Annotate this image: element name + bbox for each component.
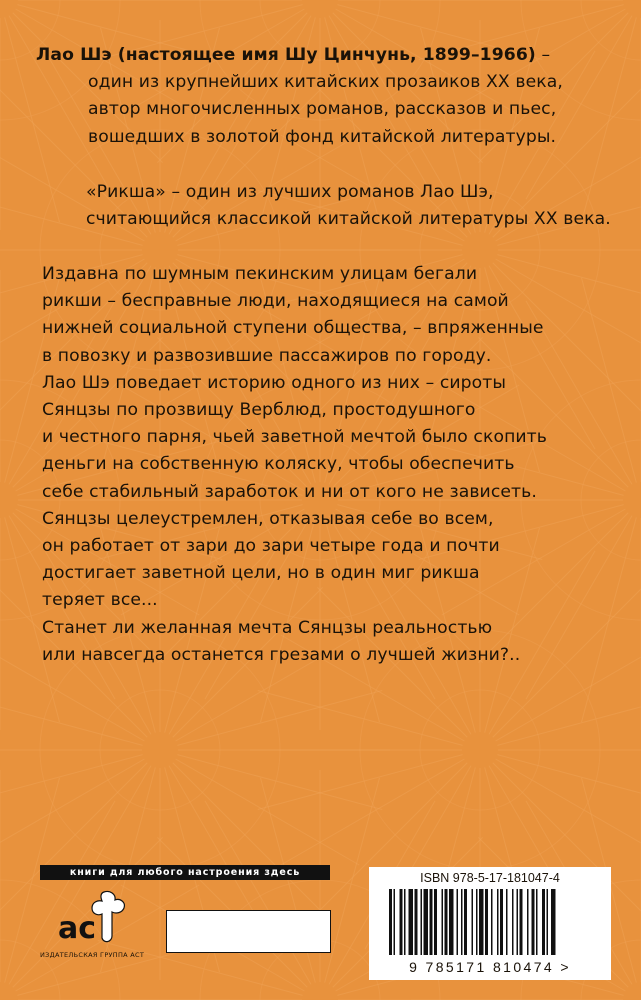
publisher-tagline: книги для любого настроения здесь	[40, 865, 330, 880]
synopsis-line: и честного парня, чьей заветной мечтой было скопить	[42, 427, 548, 448]
barcode-digits: 9 785171 810474 >	[409, 959, 571, 975]
synopsis-line: Станет ли желанная мечта Сянцзы реальностью	[42, 617, 493, 638]
author-bio-lead: Лао Шэ (настоящее имя Шу Цинчунь, 1899–1966)	[36, 45, 536, 65]
synopsis-line: или навсегда останется грезами о лучшей жизни?..	[42, 644, 521, 665]
synopsis-line: деньги на собственную коляску, чтобы обеспечить	[42, 454, 515, 475]
isbn-text: ISBN 978-5-17-181047-4	[420, 871, 560, 885]
author-bio-line: один из крупнейших китайских прозаиков XX века,	[88, 72, 563, 93]
novel-intro-line: считающийся классикой китайской литературы XX века.	[86, 209, 611, 230]
barcode-block	[369, 867, 611, 980]
author-bio	[36, 42, 616, 151]
synopsis-line: нижней социальной ступени общества, – впряженные	[42, 318, 544, 339]
author-bio-line: вошедших в золотой фонд китайской литературы.	[88, 126, 557, 147]
blank-label-box	[166, 910, 331, 953]
synopsis-line: Издавна по шумным пекинским улицам бегали	[42, 264, 478, 284]
synopsis-line: Сянцзы по прозвищу Верблюд, простодушного	[42, 400, 476, 421]
novel-intro-line: «Рикша» – один из лучших романов Лао Шэ,	[86, 182, 494, 202]
synopsis-line: в повозку и развозившие пассажиров по городу.	[42, 345, 492, 366]
synopsis-line: Лао Шэ поведает историю одного из них – сироты	[42, 372, 507, 393]
synopsis-line: теряет все...	[42, 590, 158, 611]
author-bio-line: автор многочисленных романов, рассказов и пьес,	[88, 99, 557, 120]
synopsis-line: он работает от зари до зари четыре года и почти	[42, 536, 500, 557]
ast-logo-text: ac	[58, 911, 97, 946]
synopsis	[36, 261, 616, 669]
publisher-name: ИЗДАТЕЛЬСКАЯ ГРУППА АСТ	[40, 951, 145, 959]
synopsis-line: Сянцзы целеустремлен, отказывая себе во всем,	[42, 508, 494, 529]
ast-logo-icon	[52, 888, 142, 950]
author-bio-lead-tail: –	[535, 45, 551, 65]
synopsis-line: рикши – бесправные люди, находящиеся на самой	[42, 291, 509, 312]
synopsis-line: достигает заветной цели, но в один миг рикша	[42, 563, 480, 584]
novel-intro	[36, 179, 616, 233]
synopsis-line: себе стабильный заработок и ни от кого не зависеть.	[42, 481, 537, 502]
